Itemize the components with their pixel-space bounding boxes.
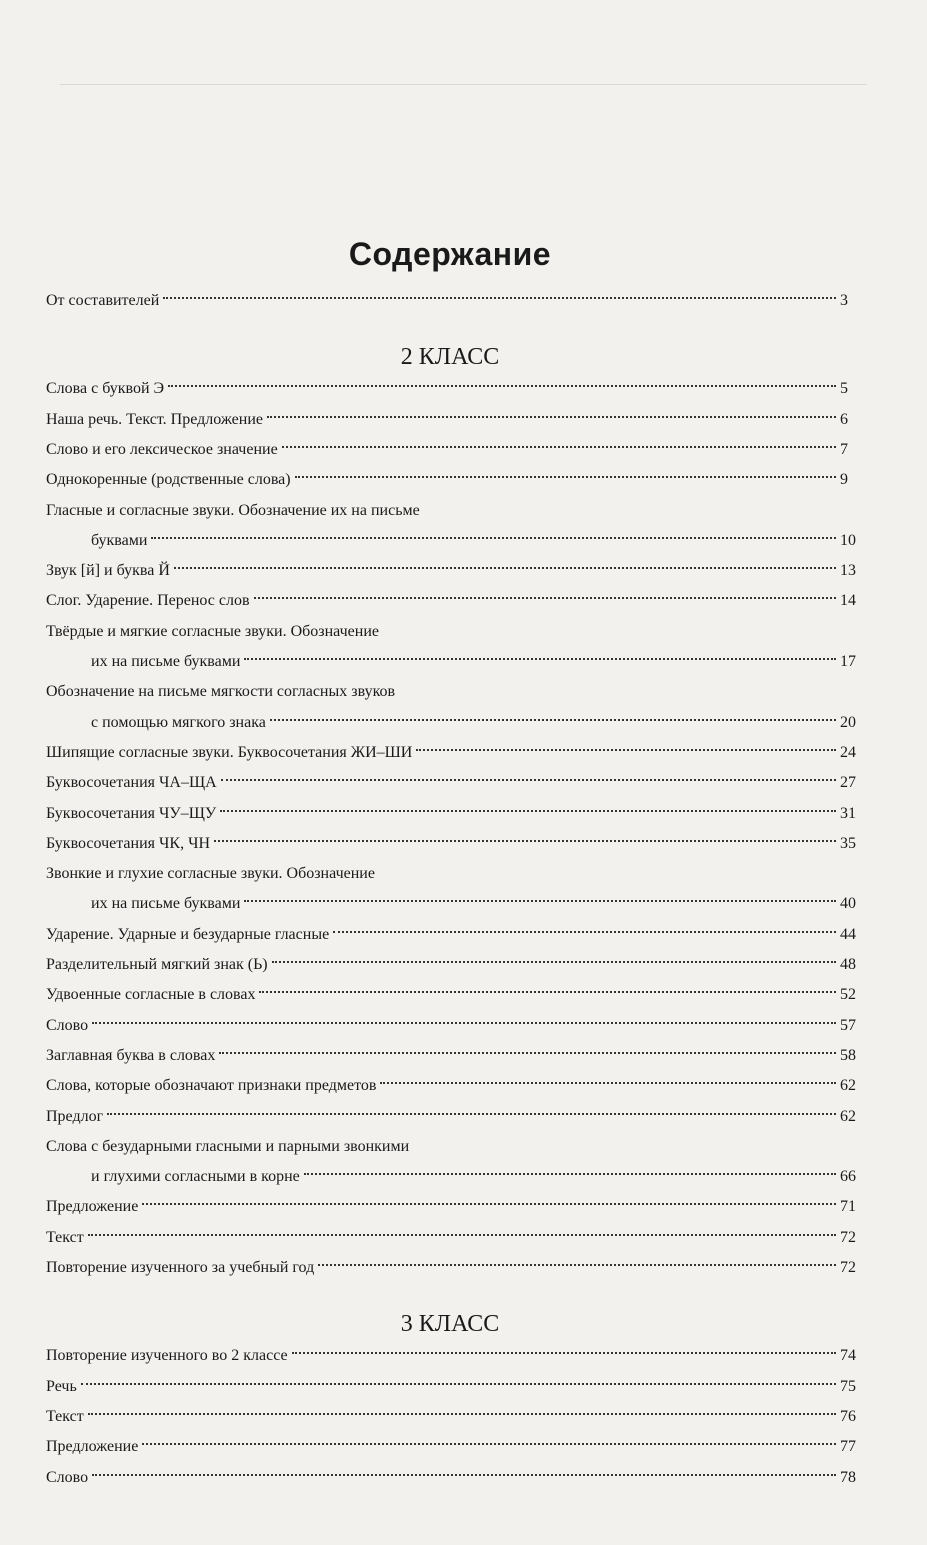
- entry-title: Слово: [46, 1016, 89, 1034]
- entry-title: их на письме буквами: [91, 653, 241, 670]
- entry-page-number: 78: [840, 1468, 856, 1486]
- entry-title: Заглавная буква в словах: [46, 1046, 216, 1064]
- entry-page-number: 57: [840, 1016, 856, 1034]
- toc-entry: [46, 1347, 866, 1377]
- entry-page-number: 44: [840, 925, 856, 943]
- dot-leader: [88, 1234, 836, 1236]
- toc-entry: [91, 1168, 866, 1198]
- toc-entry: [91, 714, 866, 744]
- toc-entry: [46, 956, 866, 986]
- entry-title: Буквосочетания ЧА–ЩА: [46, 774, 217, 792]
- dot-leader: [219, 1052, 836, 1054]
- entry-title: Твёрдые и мягкие согласные звуки. Обозначение: [46, 622, 379, 640]
- toc-entry: [46, 411, 866, 441]
- entry-page-number: 9: [840, 471, 848, 489]
- entry-page-number: 35: [840, 834, 856, 852]
- entry-page-number: 3: [840, 292, 848, 309]
- entry-page-number: 62: [840, 1077, 856, 1095]
- toc-entry: [46, 292, 866, 322]
- entry-page-number: 77: [840, 1438, 856, 1456]
- toc-entry: [46, 683, 866, 713]
- entry-title: Звонкие и глухие согласные звуки. Обозначение: [46, 865, 375, 883]
- toc-entry: [46, 835, 866, 865]
- toc-entry: [91, 895, 866, 925]
- toc-entry: [46, 926, 866, 956]
- toc-entry: [46, 623, 866, 653]
- entry-title: Слово и его лексическое значение: [46, 440, 278, 458]
- entry-title: От составителей: [46, 292, 160, 309]
- entry-page-number: 58: [840, 1046, 856, 1064]
- entry-title: Слова, которые обозначают признаки предметов: [46, 1077, 377, 1095]
- entry-title: буквами: [91, 531, 148, 549]
- entry-page-number: 6: [840, 410, 848, 428]
- page-title: Содержание: [348, 236, 552, 272]
- toc-entry: [46, 1198, 866, 1228]
- toc-entry: [46, 774, 866, 804]
- dot-leader: [267, 416, 836, 418]
- dot-leader: [107, 1113, 836, 1115]
- toc-entry: [46, 1108, 866, 1138]
- entry-page-number: 74: [840, 1347, 856, 1365]
- entry-title: Текст: [46, 1407, 84, 1425]
- entry-page-number: 7: [840, 440, 848, 458]
- dot-leader: [142, 1443, 836, 1445]
- entry-title: Наша речь. Текст. Предложение: [46, 410, 263, 428]
- toc-entry: [46, 744, 866, 774]
- entry-page-number: 71: [840, 1198, 856, 1216]
- dot-leader: [272, 961, 836, 963]
- entry-page-number: 17: [840, 653, 856, 670]
- dot-leader: [92, 1474, 836, 1476]
- dot-leader: [318, 1264, 836, 1266]
- toc-entry: [46, 562, 866, 592]
- entry-title: и глухими согласными в корне: [91, 1168, 300, 1186]
- entry-title: Разделительный мягкий знак (Ь): [46, 956, 268, 973]
- toc-entry: [46, 592, 866, 622]
- entry-page-number: 14: [840, 592, 856, 610]
- entry-title: Текст: [46, 1228, 84, 1246]
- toc-entry: [46, 471, 866, 501]
- entry-title: Обозначение на письме мягкости согласных звуков: [46, 683, 396, 701]
- toc-entry: [46, 1469, 866, 1499]
- entry-title: Звук [й] и буква Й: [46, 562, 170, 580]
- dot-leader: [380, 1082, 836, 1084]
- entry-title: Однокоренные (родственные слова): [46, 471, 291, 489]
- dot-leader: [270, 719, 836, 721]
- entry-page-number: 76: [840, 1407, 856, 1425]
- entry-title: Буквосочетания ЧК, ЧН: [46, 834, 211, 852]
- dot-leader: [220, 810, 836, 812]
- dot-leader: [244, 900, 836, 902]
- entry-title: Повторение изученного за учебный год: [46, 1259, 315, 1276]
- entry-page-number: 40: [840, 895, 856, 913]
- entry-page-number: 48: [840, 956, 856, 973]
- entry-page-number: 75: [840, 1377, 856, 1395]
- toc-entry: [46, 1077, 866, 1107]
- dot-leader: [214, 840, 836, 842]
- dot-leader: [92, 1022, 836, 1024]
- toc-entry: [46, 805, 866, 835]
- entry-title: Удвоенные согласные в словах: [46, 986, 256, 1004]
- entry-title: с помощью мягкого знака: [91, 713, 266, 731]
- entry-page-number: 5: [840, 380, 848, 398]
- toc-entry: [46, 1408, 866, 1438]
- dot-leader: [259, 991, 836, 993]
- dot-leader: [292, 1352, 836, 1354]
- dot-leader: [254, 597, 836, 599]
- dot-leader: [163, 297, 836, 299]
- entry-page-number: 72: [840, 1228, 856, 1246]
- entry-page-number: 72: [840, 1259, 856, 1276]
- toc-entry: [46, 865, 866, 895]
- toc-entry: [46, 380, 866, 410]
- dot-leader: [88, 1413, 836, 1415]
- entry-title: Повторение изученного во 2 классе: [46, 1347, 288, 1365]
- dot-leader: [81, 1383, 836, 1385]
- entry-title: Слова с буквой Э: [46, 380, 165, 398]
- entry-page-number: 10: [840, 531, 856, 549]
- toc-entry: [46, 1378, 866, 1408]
- toc-entry: [46, 1138, 866, 1168]
- entry-page-number: 66: [840, 1168, 856, 1186]
- entry-title: Слог. Ударение. Перенос слов: [46, 592, 250, 610]
- toc-entry: [46, 502, 866, 532]
- entry-title: их на письме буквами: [91, 895, 241, 913]
- dot-leader: [168, 385, 836, 387]
- dot-leader: [282, 446, 836, 448]
- dot-leader: [295, 476, 836, 478]
- entry-title: Слова с безударными гласными и парными звонкими: [46, 1137, 410, 1155]
- entry-page-number: 52: [840, 986, 856, 1004]
- toc-entry: [91, 653, 866, 683]
- toc-entry: [91, 532, 866, 562]
- entry-page-number: 13: [840, 562, 856, 580]
- entry-title: Ударение. Ударные и безударные гласные: [46, 925, 330, 943]
- section-heading: 2 КЛАСС: [400, 344, 500, 371]
- bleed-through-rule: [60, 84, 867, 85]
- entry-title: Предлог: [46, 1107, 104, 1125]
- entry-page-number: 27: [840, 774, 856, 792]
- dot-leader: [244, 658, 836, 660]
- dot-leader: [416, 749, 836, 751]
- entry-page-number: 24: [840, 743, 856, 761]
- toc-entry: [46, 986, 866, 1016]
- entry-title: Речь: [46, 1377, 77, 1395]
- entry-title: Слово: [46, 1468, 89, 1486]
- entry-page-number: 62: [840, 1107, 856, 1125]
- toc-entry: [46, 1017, 866, 1047]
- toc-entry: [46, 1229, 866, 1259]
- dot-leader: [174, 567, 836, 569]
- entry-title: Шипящие согласные звуки. Буквосочетания ЖИ–ШИ: [46, 743, 413, 761]
- entry-page-number: 31: [840, 804, 856, 822]
- toc-entry: [46, 1259, 866, 1289]
- entry-title: Предложение: [46, 1198, 139, 1216]
- entry-title: Предложение: [46, 1438, 139, 1456]
- toc-entry: [46, 1047, 866, 1077]
- toc-entry: [46, 441, 866, 471]
- dot-leader: [151, 537, 836, 539]
- dot-leader: [142, 1203, 836, 1205]
- dot-leader: [221, 779, 836, 781]
- dot-leader: [333, 931, 836, 933]
- toc-entry: [46, 1438, 866, 1468]
- entry-title: Гласные и согласные звуки. Обозначение их на письме: [46, 501, 420, 519]
- entry-title: Буквосочетания ЧУ–ЩУ: [46, 804, 217, 822]
- dot-leader: [304, 1173, 836, 1175]
- section-heading: 3 КЛАСС: [400, 1311, 500, 1338]
- entry-page-number: 20: [840, 713, 856, 731]
